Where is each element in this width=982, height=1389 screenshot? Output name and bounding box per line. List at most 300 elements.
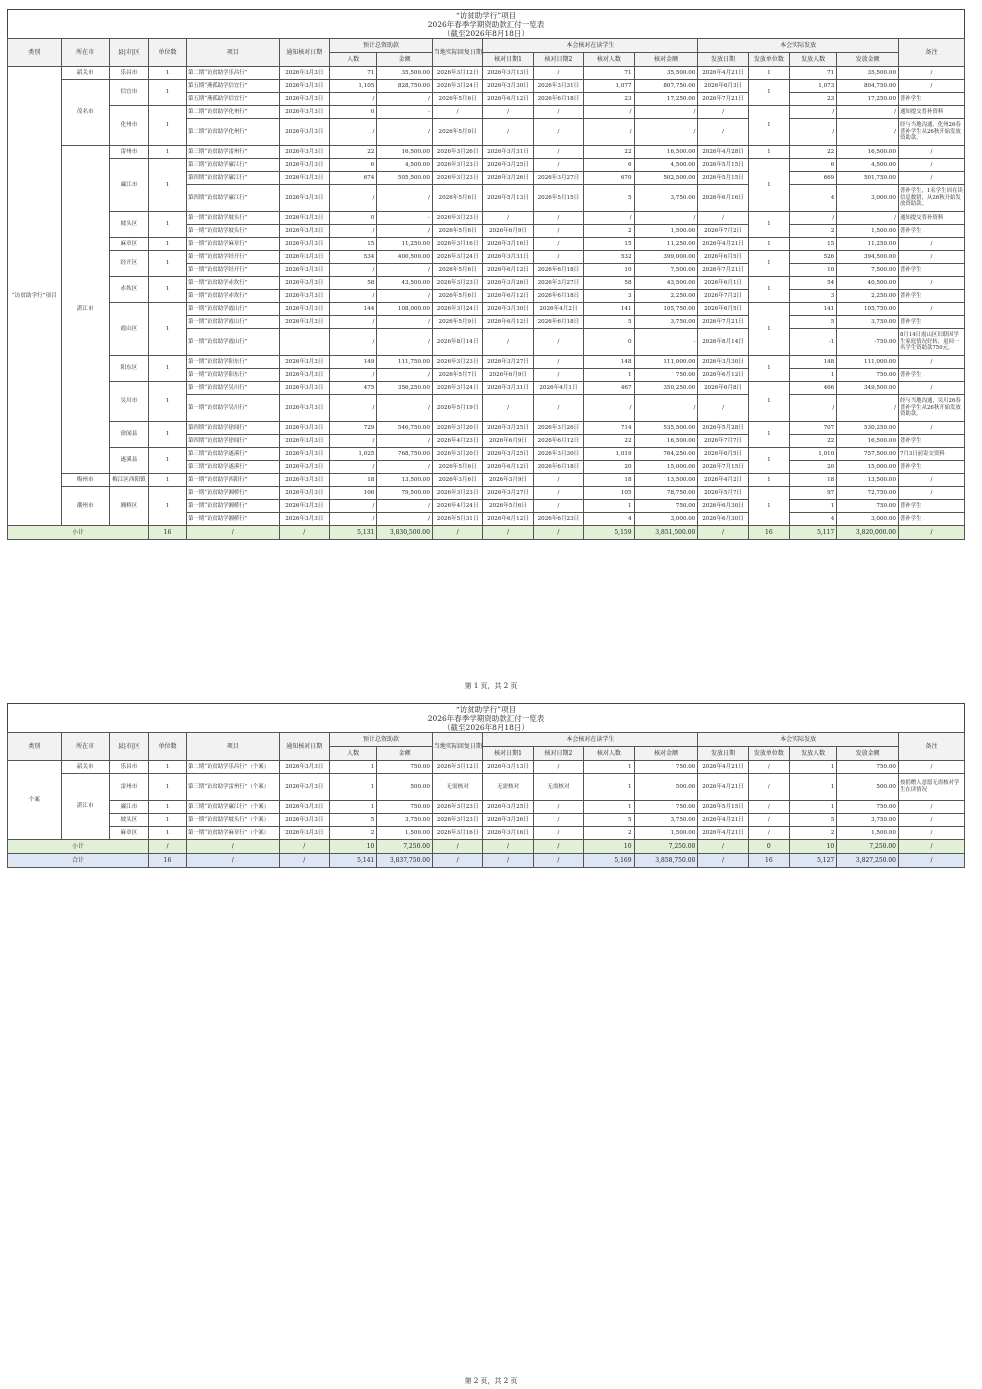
- table-cell: /: [330, 395, 377, 422]
- table-cell: 3,750.00: [837, 814, 899, 827]
- table-cell: 2026年4月28日: [698, 146, 748, 159]
- table-cell: 501,750.00: [837, 172, 899, 185]
- column-header: 单位数: [148, 733, 186, 761]
- table-cell: 2026年3月3日: [279, 277, 329, 290]
- table-cell: 97: [789, 487, 836, 500]
- table-cell: 764,250.00: [634, 448, 698, 461]
- column-header: 金额: [377, 53, 433, 67]
- table-cell: /: [377, 435, 433, 448]
- county-cell: 乐昌市: [109, 67, 148, 80]
- remark-cell: /: [899, 801, 965, 814]
- table-cell: 2026年6月12日: [483, 93, 533, 106]
- table-cell: 750.00: [634, 500, 698, 513]
- table-cell: 第一期“访贫助学湘桥行”: [187, 487, 280, 500]
- table-cell: 2026年3月3日: [279, 93, 329, 106]
- table-cell: 2026年6月3日: [698, 80, 748, 93]
- issue-units-cell: 1: [748, 146, 789, 159]
- column-header: 所在市: [61, 39, 109, 67]
- table-cell: 2026年3月3日: [279, 474, 329, 487]
- remark-cell: 普补学生: [899, 369, 965, 382]
- table-cell: 第四期“访贫助学徐闻行”: [187, 422, 280, 435]
- table-cell: 3,830,500.00: [377, 526, 433, 540]
- table-cell: /: [698, 840, 748, 854]
- remark-cell: /: [899, 487, 965, 500]
- table-cell: 2026年5月15日: [698, 801, 748, 814]
- table-cell: 第一期“访贫助学阳东行”: [187, 356, 280, 369]
- table-cell: 7,250.00: [634, 840, 698, 854]
- table-cell: /: [899, 526, 965, 540]
- column-header: 预计总资助款: [330, 733, 433, 747]
- table-cell: /: [377, 500, 433, 513]
- remark-cell: 通知提交普补资料: [899, 212, 965, 225]
- table-cell: /: [533, 500, 583, 513]
- issue-units-cell: 1: [748, 106, 789, 146]
- table-cell: -1: [789, 329, 836, 356]
- table-cell: 2026年3月23日: [432, 277, 482, 290]
- table-cell: /: [533, 225, 583, 238]
- total-label: 合计: [8, 854, 149, 868]
- table-cell: 4: [584, 513, 634, 526]
- table-cell: 10: [584, 840, 634, 854]
- table-cell: /: [533, 238, 583, 251]
- county-cell: 廉江市: [109, 801, 148, 814]
- column-header: 核对日期2: [533, 53, 583, 67]
- table-cell: 2026年3月23日: [432, 212, 482, 225]
- table-cell: 2026年5月15日: [698, 159, 748, 172]
- header-row: [8, 733, 965, 747]
- units-cell: 1: [148, 67, 186, 80]
- table-cell: 505,500.00: [377, 172, 433, 185]
- table-cell: [279, 329, 329, 356]
- table-cell: /: [698, 106, 748, 119]
- table-cell: /: [279, 526, 329, 540]
- table-cell: 2026年3月30日: [483, 80, 533, 93]
- county-cell: 吴川市: [109, 382, 148, 422]
- table-cell: 2026年3月3日: [279, 67, 329, 80]
- table-cell: /: [483, 106, 533, 119]
- table-cell: 669: [789, 172, 836, 185]
- table-cell: 1: [789, 500, 836, 513]
- column-header: 发放金额: [837, 53, 899, 67]
- table-row: [8, 448, 965, 461]
- units-cell: 1: [148, 448, 186, 474]
- table-cell: /: [837, 106, 899, 119]
- table-cell: 1,500.00: [377, 827, 433, 840]
- city-cell: 湛江市: [61, 774, 109, 840]
- table-cell: 1: [789, 369, 836, 382]
- table-cell: 13,500.00: [377, 474, 433, 487]
- table-cell: 1: [330, 761, 377, 774]
- county-cell: 遂溪县: [109, 448, 148, 474]
- table-cell: 2026年3月16日: [483, 827, 533, 840]
- table-cell: 466: [789, 382, 836, 395]
- table-cell: 530,250.00: [837, 422, 899, 435]
- table-cell: 2026年3月23日: [432, 801, 482, 814]
- table-cell: /: [789, 106, 836, 119]
- table-cell: 394,500.00: [837, 251, 899, 264]
- table-cell: 2026年3月3日: [279, 106, 329, 119]
- table-cell: 18: [789, 474, 836, 487]
- table-cell: 1,500.00: [837, 225, 899, 238]
- table-cell: /: [377, 513, 433, 526]
- table-cell: 16: [148, 526, 186, 540]
- table-cell: 2026年5月6日: [432, 93, 482, 106]
- table-cell: -: [377, 106, 433, 119]
- table-cell: 72,750.00: [837, 487, 899, 500]
- table-cell: 2026年3月30日: [533, 448, 583, 461]
- column-header: 发放单位数: [748, 747, 789, 761]
- column-header: 核对人数: [584, 53, 634, 67]
- table-cell: 第一期“访贫助学坡头行”: [187, 212, 280, 225]
- remark-cell: 普补学生: [899, 435, 965, 448]
- remark-cell: 普补学生: [899, 225, 965, 238]
- table-cell: 2026年3月24日: [432, 80, 482, 93]
- table-cell: 16,500.00: [634, 146, 698, 159]
- table-cell: /: [432, 526, 482, 540]
- page-1: [7, 9, 965, 540]
- table-cell: 2026年5月6日: [483, 500, 533, 513]
- table-cell: 2026年7月21日: [698, 264, 748, 277]
- table-cell: 2026年3月3日: [279, 185, 329, 212]
- table-cell: 2026年3月3日: [279, 212, 329, 225]
- table-cell: 58: [330, 277, 377, 290]
- table-cell: /: [533, 251, 583, 264]
- table-cell: 111,750.00: [377, 356, 433, 369]
- table-cell: 2026年6月30日: [698, 500, 748, 513]
- table-cell: 2026年3月30日: [483, 303, 533, 316]
- table-cell: 2026年8月14日: [432, 329, 482, 356]
- column-header: 核对金额: [634, 53, 698, 67]
- city-cell: 梅州市: [61, 474, 109, 487]
- title-line-2: 2026年春季学期资助款汇付一览表: [427, 20, 545, 29]
- remark-cell: /: [899, 422, 965, 435]
- table-cell: 2026年4月23日: [432, 435, 482, 448]
- table-cell: /: [330, 119, 377, 146]
- title-line-1: “访贫助学行”项目: [455, 11, 517, 20]
- table-cell: /: [533, 146, 583, 159]
- table-cell: 2026年3月3日: [279, 238, 329, 251]
- subtotal-row: [8, 526, 965, 540]
- issue-units-cell: 1: [748, 67, 789, 80]
- column-header: 核对日期1: [483, 53, 533, 67]
- issue-units-cell: 1: [748, 80, 789, 106]
- table-cell: 3,000.00: [837, 185, 899, 212]
- column-header: 核对人数: [584, 747, 634, 761]
- table-cell: 500.00: [634, 774, 698, 801]
- issue-units-cell: 1: [748, 474, 789, 487]
- table-cell: 2026年5月15日: [533, 185, 583, 212]
- table-cell: /: [533, 159, 583, 172]
- table-cell: 5,141: [330, 854, 377, 868]
- table-cell: /: [330, 264, 377, 277]
- table-cell: 2026年3月23日: [432, 159, 482, 172]
- units-cell: 1: [148, 827, 186, 840]
- table-cell: 13,500.00: [837, 474, 899, 487]
- table-row: [8, 774, 965, 801]
- table-row: [8, 801, 965, 814]
- table-cell: /: [148, 840, 186, 854]
- table-cell: 349,500.00: [837, 382, 899, 395]
- city-cell: 韶关市: [61, 67, 109, 80]
- column-header: 当地实际回复日期: [432, 39, 482, 67]
- table-cell: 2026年6月12日: [483, 316, 533, 329]
- table-cell: 13,500.00: [634, 474, 698, 487]
- table-cell: 3,750.00: [377, 814, 433, 827]
- table-cell: /: [837, 119, 899, 146]
- table-cell: 16: [748, 854, 789, 868]
- table-cell: 2026年6月9日: [483, 225, 533, 238]
- table-cell: 2026年6月12日: [483, 513, 533, 526]
- table-row: [8, 487, 965, 500]
- table-cell: 43,500.00: [377, 277, 433, 290]
- table-cell: 534: [330, 251, 377, 264]
- table-cell: /: [533, 395, 583, 422]
- table-cell: 43,500.00: [634, 277, 698, 290]
- table-cell: 2026年3月16日: [432, 827, 482, 840]
- issue-units-cell: /: [748, 774, 789, 801]
- table-cell: 2026年3月26日: [483, 172, 533, 185]
- table-cell: 2026年4月1日: [533, 382, 583, 395]
- table-cell: 11,250.00: [634, 238, 698, 251]
- table-cell: 第三期“访贫助学廉江行”（个案）: [187, 801, 280, 814]
- county-cell: 乐昌市: [109, 761, 148, 774]
- table-cell: 2026年3月27日: [533, 172, 583, 185]
- table-cell: 2026年3月3日: [279, 290, 329, 303]
- table-cell: /: [330, 93, 377, 106]
- remark-cell: /: [899, 80, 965, 93]
- title-line-3: （截至2026年8月18日）: [443, 723, 529, 732]
- table-cell: 第四期“访贫助学徐闻行”: [187, 435, 280, 448]
- table-cell: /: [377, 264, 433, 277]
- table-cell: /: [187, 854, 280, 868]
- table-cell: 2026年3月3日: [279, 251, 329, 264]
- table-cell: 2026年3月26日: [483, 277, 533, 290]
- table-cell: 3,851,500.00: [634, 526, 698, 540]
- table-cell: /: [634, 106, 698, 119]
- table-cell: 16,500.00: [837, 435, 899, 448]
- table-cell: 2026年3月24日: [432, 251, 482, 264]
- table-cell: 2026年3月25日: [483, 801, 533, 814]
- table-cell: 0: [748, 840, 789, 854]
- table-cell: 2026年4月21日: [698, 774, 748, 801]
- table-cell: 2026年5月31日: [432, 513, 482, 526]
- table-cell: 23: [584, 93, 634, 106]
- table-cell: /: [899, 854, 965, 868]
- table-cell: 2026年3月26日: [533, 422, 583, 435]
- table-cell: 10: [330, 840, 377, 854]
- table-cell: 1,077: [584, 80, 634, 93]
- table-cell: 2,250.00: [837, 290, 899, 303]
- table-cell: /: [533, 212, 583, 225]
- table-cell: 第四期“访贫助学廉江行”: [187, 172, 280, 185]
- table-cell: 2026年3月3日: [279, 225, 329, 238]
- table-cell: /: [698, 526, 748, 540]
- table-cell: 2: [584, 225, 634, 238]
- table-row: [8, 277, 965, 290]
- table-cell: 16,500.00: [377, 146, 433, 159]
- remark-cell: 普补学生: [899, 290, 965, 303]
- funding-table-page-1: [7, 38, 965, 540]
- table-cell: /: [330, 513, 377, 526]
- table-cell: 1: [330, 801, 377, 814]
- table-cell: 第一期“访贫助学霞山行”: [187, 329, 280, 356]
- units-cell: 1: [148, 106, 186, 146]
- table-cell: /: [432, 854, 482, 868]
- table-cell: 6: [330, 159, 377, 172]
- table-cell: 第二期“访贫助学化州行”: [187, 119, 280, 146]
- table-cell: 7,500.00: [837, 264, 899, 277]
- page-1-footer: 第 1 页，共 2 页: [464, 682, 518, 690]
- table-cell: 18: [584, 474, 634, 487]
- table-cell: /: [483, 329, 533, 356]
- table-cell: 502,500.00: [634, 172, 698, 185]
- table-cell: /: [279, 840, 329, 854]
- table-cell: /: [634, 212, 698, 225]
- table-cell: 18: [330, 474, 377, 487]
- remark-cell: 经与当地沟通，化州26春普补学生从26秋开始发放资助款。: [899, 119, 965, 146]
- table-row: [8, 382, 965, 395]
- table-cell: /: [330, 500, 377, 513]
- table-cell: /: [533, 814, 583, 827]
- table-cell: 149: [330, 356, 377, 369]
- table-cell: 2026年3月31日: [483, 146, 533, 159]
- table-cell: /: [377, 119, 433, 146]
- remark-cell: /: [899, 814, 965, 827]
- table-cell: 1,010: [789, 448, 836, 461]
- table-cell: 第二期“访贫助学乐昌行”（个案）: [187, 761, 280, 774]
- county-cell: 徐闻县: [109, 422, 148, 448]
- table-cell: 356,250.00: [377, 382, 433, 395]
- table-cell: 2026年6月8日: [698, 382, 748, 395]
- table-cell: 20: [789, 461, 836, 474]
- remark-cell: 普补学生: [899, 513, 965, 526]
- table-cell: 2026年6月5日: [698, 303, 748, 316]
- table-cell: 2026年6月9日: [483, 435, 533, 448]
- table-cell: 第一期“访贫助学麻章行”: [187, 238, 280, 251]
- table-cell: 5,127: [789, 854, 836, 868]
- table-cell: 2026年6月12日: [483, 290, 533, 303]
- table-cell: 第一期“访贫助学霞山行”: [187, 303, 280, 316]
- table-cell: 第一期“访贫助学吴川行”: [187, 382, 280, 395]
- units-cell: 1: [148, 212, 186, 238]
- table-cell: 22: [330, 146, 377, 159]
- table-cell: /: [377, 225, 433, 238]
- table-cell: 2026年3月12日: [432, 67, 482, 80]
- table-cell: 2026年6月18日: [533, 290, 583, 303]
- table-cell: 2026年3月27日: [483, 487, 533, 500]
- table-cell: 108,000.00: [377, 303, 433, 316]
- table-cell: 22: [584, 435, 634, 448]
- table-cell: 2026年3月13日: [483, 67, 533, 80]
- table-cell: 750.00: [377, 801, 433, 814]
- remark-cell: 普补学生: [899, 93, 965, 106]
- table-cell: 2026年3月13日: [483, 761, 533, 774]
- table-cell: /: [533, 761, 583, 774]
- table-cell: /: [634, 119, 698, 146]
- table-cell: 1,025: [330, 448, 377, 461]
- units-cell: 1: [148, 238, 186, 251]
- table-cell: 2026年3月25日: [483, 448, 533, 461]
- table-cell: 5: [330, 814, 377, 827]
- column-header: 预计总资助款: [330, 39, 433, 53]
- table-cell: 1,105: [330, 80, 377, 93]
- table-cell: 22: [789, 435, 836, 448]
- issue-units-cell: 1: [748, 251, 789, 277]
- table-cell: 2026年3月3日: [279, 316, 329, 329]
- table-cell: 3,750.00: [634, 316, 698, 329]
- table-cell: 2026年6月18日: [533, 316, 583, 329]
- table-cell: 5: [584, 316, 634, 329]
- table-cell: 11,250.00: [377, 238, 433, 251]
- table-cell: 23: [789, 93, 836, 106]
- table-cell: /: [533, 840, 583, 854]
- units-cell: 1: [148, 801, 186, 814]
- table-cell: 第一期“访贫助学霞山行”: [187, 316, 280, 329]
- table-cell: 10: [789, 264, 836, 277]
- table-cell: 0: [584, 329, 634, 356]
- table-cell: 2026年3月6日: [432, 474, 482, 487]
- table-cell: 第一期“访贫助学经开行”: [187, 251, 280, 264]
- table-cell: 1: [789, 774, 836, 801]
- table-cell: 2026年3月23日: [432, 814, 482, 827]
- remark-cell: 通知提交普补资料: [899, 106, 965, 119]
- table-cell: 2026年5月28日: [698, 422, 748, 435]
- units-cell: 1: [148, 251, 186, 277]
- table-cell: 400,500.00: [377, 251, 433, 264]
- table-cell: 2026年5月15日: [698, 172, 748, 185]
- column-header: 县|市|区: [109, 39, 148, 67]
- title-line-2: 2026年春季学期资助款汇付一览表: [427, 714, 545, 723]
- table-cell: 3,750.00: [634, 814, 698, 827]
- table-cell: 16,500.00: [837, 146, 899, 159]
- table-cell: /: [533, 329, 583, 356]
- table-cell: /: [377, 395, 433, 422]
- table-cell: 2026年5月6日: [432, 225, 482, 238]
- table-cell: 第三期“访贫助学雷州行”（个案）: [187, 774, 280, 801]
- units-cell: 1: [148, 277, 186, 303]
- table-cell: 2026年3月3日: [279, 172, 329, 185]
- table-cell: 3,750.00: [634, 185, 698, 212]
- column-header: 发放单位数: [748, 53, 789, 67]
- table-cell: 20: [584, 461, 634, 474]
- table-cell: 15,000.00: [634, 461, 698, 474]
- table-cell: 2026年3月3日: [279, 461, 329, 474]
- table-cell: 148: [789, 356, 836, 369]
- table-cell: 2026年3月25日: [483, 159, 533, 172]
- table-cell: 2026年6月23日: [533, 513, 583, 526]
- column-header: 本会实际发放: [698, 733, 899, 747]
- table-cell: 526: [789, 251, 836, 264]
- table-cell: 第一期“访贫助学麻章行”（个案）: [187, 827, 280, 840]
- units-cell: 1: [148, 146, 186, 159]
- table-cell: 2026年3月3日: [279, 369, 329, 382]
- table-cell: /: [698, 212, 748, 225]
- table-cell: 2026年6月5日: [698, 448, 748, 461]
- table-cell: 第二期“访贫助学乐昌行”: [187, 67, 280, 80]
- table-cell: 144: [330, 303, 377, 316]
- table-cell: 1: [584, 369, 634, 382]
- table-cell: /: [330, 225, 377, 238]
- table-cell: 2026年6月30日: [698, 513, 748, 526]
- table-cell: /: [533, 801, 583, 814]
- city-cell: 茂名市: [61, 80, 109, 146]
- column-header: 发放人数: [789, 747, 836, 761]
- table-cell: 6: [584, 159, 634, 172]
- table-cell: /: [330, 461, 377, 474]
- table-cell: 105,750.00: [837, 303, 899, 316]
- remark-cell: /: [899, 238, 965, 251]
- table-cell: /: [533, 487, 583, 500]
